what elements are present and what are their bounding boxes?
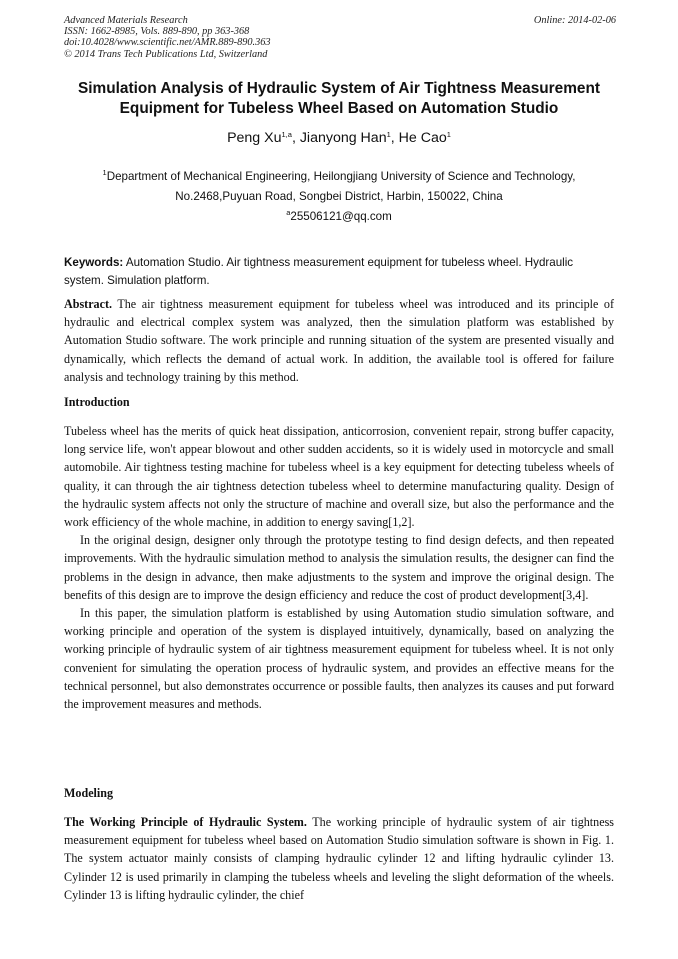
author-list: [0, 130, 678, 146]
copyright-line: © 2014 Trans Tech Publications Ltd, Switzerland: [64, 48, 268, 60]
abstract-text: The air tightness measurement equipment for tubeless wheel was introduced and its principle of hydraulic and electrical complex system was analyzed, then the simulation platform was established by Automation Studio software. The work principle and running situation of the system are presented visually and dynamically, which reflects the demand of actual work. In addition, the available tool is offered for failure analysis and technology training by this method.: [64, 297, 614, 384]
paragraph: Tubeless wheel has the merits of quick heat dissipation, anticorrosion, convenient repair, strong buffer capacity, long service life, won't appear blowout and other sudden accidents, so it is widely used in motorcycle and small automobile. Air tightness testing machine for tubeless wheel is a key equipment for detecting tubeless wheels of quality, it can through the air tightness detection tubeless wheel to determine manufacturing quality. Design of the hydraulic system affects not only the structure of machine and overall size, but also the performance and the work efficiency of the whole machine, in addition to energy saving[1,2].: [64, 424, 614, 530]
paragraph: In the original design, designer only through the prototype testing to find design defects, and then repeated improvements. With the hydraulic simulation method to analysis the simulation results, the designer can find the problems in the design in advance, then make adjustments to the system and improve the original design. The benefits of this design are to improve the design efficiency and reduce the cost of product development[3,4].: [64, 533, 614, 602]
affiliation-superscript: 1: [102, 168, 107, 177]
author-name: Jianyong Han: [299, 130, 387, 146]
subsection-label: The Working Principle of Hydraulic System.: [64, 815, 307, 829]
journal-name: Advanced Materials Research: [64, 15, 188, 26]
email-address: 25506121@qq.com: [290, 210, 392, 223]
doi-line: doi:10.4028/www.scientific.net/AMR.889-890.363: [64, 37, 271, 49]
introduction-body: [64, 422, 614, 713]
affiliation-line: No.2468,Puyuan Road, Songbei District, Harbin, 150022, China: [175, 189, 503, 203]
section-heading-modeling: Modeling: [64, 786, 114, 800]
affiliation: [40, 167, 638, 206]
author-separator: ,: [390, 130, 399, 146]
modeling-text: The working principle of hydraulic system of air tightness measurement equipment for tubeless wheel based on Automation Studio simulation software is shown in Fig. 1. The system actuator mainly consists of clamping hydraulic cylinder 12 and lifting hydraulic cylinder 13. Cylinder 12 is used primarily in clamping the tubeless wheels and leveling the slight deformation of the wheels. Cylinder 13 is lifting hydraulic cylinder, the chief: [64, 815, 614, 902]
keywords: [64, 254, 614, 289]
email-superscript: a: [286, 208, 291, 217]
paragraph: In this paper, the simulation platform is established by using Automation studio simulation software, and working principle and operation of the system is displayed intuitively, dynamically, based on analyzing the working principle of hydraulic system of air tightness measurement equipment for tubeless wheel. It is not only convenient for simulating the operation process of hydraulic system, and provides an effective means for the technical personnel, but also demonstrates occurrence or possible faults, then analyzes its causes and put forward the improvement measures and methods.: [64, 606, 614, 712]
section-heading-introduction: Introduction: [64, 395, 130, 409]
issn-line: ISSN: 1662-8985, Vols. 889-890, pp 363-368: [64, 26, 250, 38]
author-superscript: 1,a: [281, 130, 292, 139]
author-superscript: 1: [386, 130, 391, 139]
journal-header: [64, 15, 616, 60]
modeling-body: [64, 813, 614, 904]
author-separator: ,: [291, 130, 300, 146]
keywords-label: Keywords:: [64, 256, 124, 269]
keywords-text: Automation Studio. Air tightness measurement equipment for tubeless wheel. Hydraulic system. Simulation platform.: [64, 256, 574, 287]
affiliation-line: Department of Mechanical Engineering, Heilongjiang University of Science and Technology,: [106, 170, 576, 183]
author-name: He Cao: [398, 130, 447, 146]
abstract-label: Abstract.: [64, 297, 113, 311]
paper-title: Simulation Analysis of Hydraulic System of Air Tightness Measurement Equipment for Tubeless Wheel Based on Automation Studio: [78, 80, 600, 117]
abstract: [64, 295, 614, 386]
author-email: [0, 210, 678, 223]
author-superscript: 1: [446, 130, 451, 139]
online-date: Online: 2014-02-06: [533, 15, 616, 26]
author-name: Peng Xu: [227, 130, 282, 146]
